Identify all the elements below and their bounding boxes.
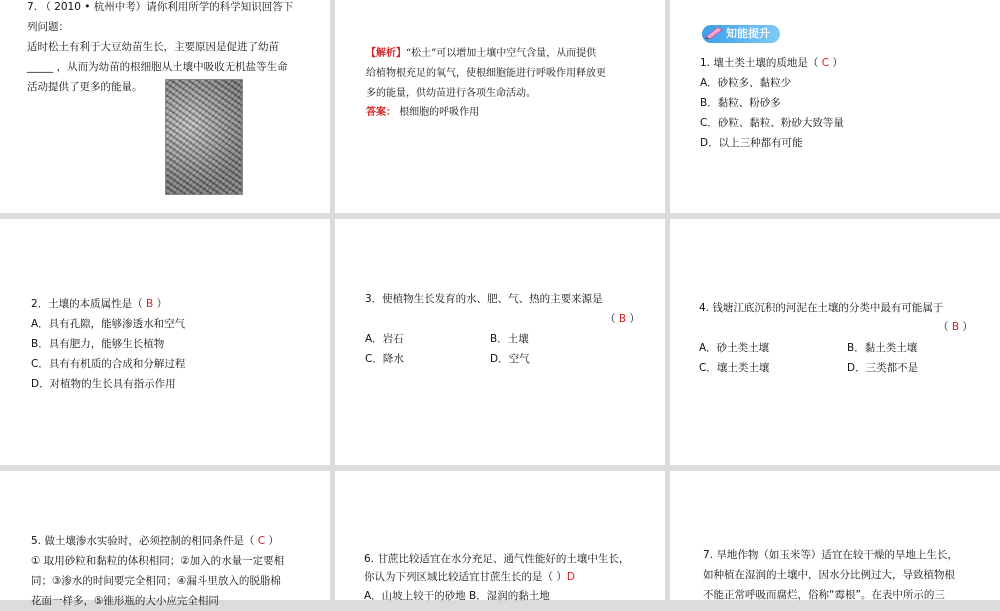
q3-answer: B [618, 313, 627, 325]
q2-option-d: D．对植物的生长具有指示作用 [31, 378, 176, 390]
q3-answer-bracket: （ B ） [605, 313, 640, 325]
q2-stem: 2．土壤的本质属性是（ B ） [31, 298, 168, 310]
q5-line-3: 同；③渗水的时间要完全相同；④漏斗里放入的脱脂棉 [31, 575, 281, 587]
question-7b-panel [670, 471, 1000, 600]
q7-line-2: 列问题： [27, 21, 69, 33]
analysis-text-1: “松土”可以增加土壤中空气含量，从而提供 [406, 48, 597, 59]
q5-line-2: ① 取用砂粒和黏粒的体积相同；②加入的水量一定要相 [31, 555, 285, 567]
q3-option-b: B．土壤 [490, 333, 529, 345]
analysis-label: 【解析】 [366, 48, 406, 59]
answer-line [366, 103, 479, 123]
question-4-panel [670, 219, 1000, 465]
q7b-line-1: 7. 旱地作物（如玉米等）适宜在较干燥的旱地上生长， [703, 549, 958, 561]
q5-line-4: 花面一样多，⑤锥形瓶的大小应完全相同 [31, 595, 219, 607]
q7b-line-3: 不能正常呼吸而腐烂，俗称“霉根”。在表中所示的三 [703, 589, 945, 601]
question-2-panel [0, 219, 330, 465]
q5-stem: 5. 做土壤渗水实验时，必须控制的相同条件是（ C ） [31, 535, 279, 547]
q5-answer: C [257, 535, 266, 547]
question-1-panel [670, 0, 1000, 213]
section-badge: 知能提升 [702, 25, 780, 43]
q7-line-4: _____ ，从而为幼苗的根细胞从土壤中吸收无机盐等生命 [27, 61, 288, 73]
analysis-line-2: 给植物根充足的氧气，使根细胞能进行呼吸作用释放更 [366, 68, 606, 79]
q6-options: A．山坡上较干的砂地 B．湿润的黏土地 [364, 590, 550, 602]
analysis-line-1 [366, 44, 596, 64]
pencil-icon [704, 25, 724, 39]
q6-line-1: 6. 甘蔗比较适宜在水分充足、通气性能好的土壤中生长， [364, 553, 630, 565]
q3-option-a: A．岩石 [365, 333, 404, 345]
q1-option-c: C．砂粒、黏粒、粉砂大致等量 [700, 117, 844, 129]
answer-label: 答案： [366, 107, 396, 118]
answer-text: 根细胞的呼吸作用 [399, 107, 480, 118]
q7b-line-2: 如种植在湿润的土壤中，因水分比例过大，导致植物根 [703, 569, 955, 581]
q3-option-c: C．降水 [365, 353, 404, 365]
seedling-photo [165, 79, 243, 195]
q4-answer-bracket: （ B ） [938, 321, 973, 333]
q4-option-a: A．砂土类土壤 [699, 342, 770, 354]
q1-option-b: B．黏粒、粉砂多 [700, 97, 781, 109]
q2-option-b: B．具有肥力，能够生长植物 [31, 338, 165, 350]
q7-line-3: 适时松土有利于大豆幼苗生长，主要原因是促进了幼苗 [27, 41, 279, 53]
q6-line-2: 你认为下列区域比较适宜甘蔗生长的是（ ）D [364, 571, 575, 583]
q4-option-c: C．壤土类土壤 [699, 362, 770, 374]
question-7-panel [0, 0, 330, 213]
q4-answer: B [951, 321, 960, 333]
q7-line-1: 7. （ 2010 • 杭州中考）请你利用所学的科学知识回答下 [27, 1, 294, 13]
q3-stem: 3．使植物生长发育的水、肥、气、热的主要来源是 [365, 293, 603, 305]
q7-line-5: 活动提供了更多的能量。 [27, 81, 143, 93]
q3-option-d: D．空气 [490, 353, 530, 365]
q1-stem: 1. 壤土类土壤的质地是（ C ） [700, 57, 843, 69]
q6-answer: D [566, 571, 575, 583]
q2-option-a: A．具有孔隙，能够渗透水和空气 [31, 318, 186, 330]
q2-answer: B [146, 298, 154, 310]
q1-answer: C [821, 57, 830, 69]
question-6-panel [335, 471, 665, 600]
q1-option-a: A．砂粒多、黏粒少 [700, 77, 792, 89]
question-5-panel [0, 471, 330, 607]
q1-option-d: D．以上三种都有可能 [700, 137, 803, 149]
q4-option-d: D．三类都不是 [847, 362, 919, 374]
analysis-panel [335, 0, 665, 213]
q2-option-c: C．具有有机质的合成和分解过程 [31, 358, 186, 370]
q4-stem: 4. 钱塘江底沉积的河泥在土壤的分类中最有可能属于 [699, 302, 944, 314]
q4-option-b: B．黏土类土壤 [847, 342, 918, 354]
analysis-line-3: 多的能量，供幼苗进行各项生命活动。 [366, 88, 536, 99]
question-3-panel [335, 219, 665, 465]
